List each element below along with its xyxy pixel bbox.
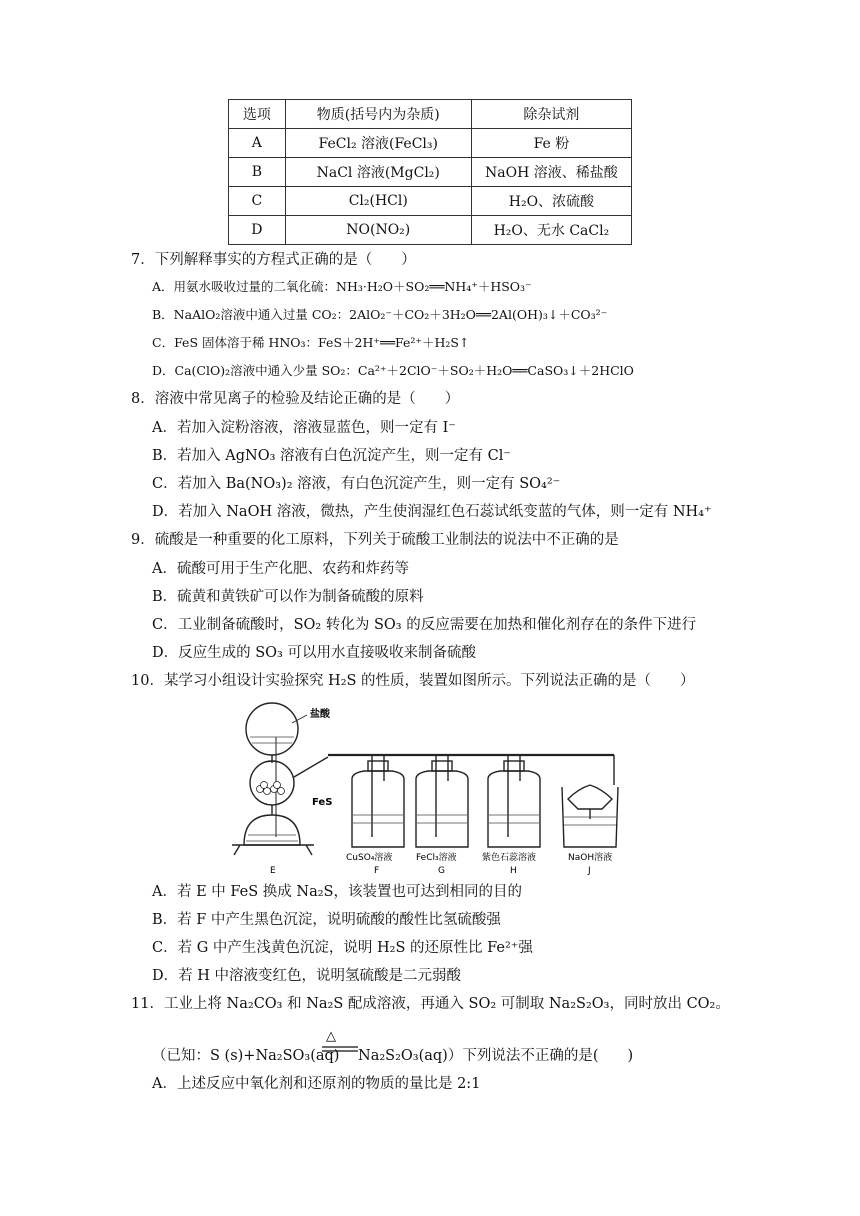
q10-stem: 10．某学习小组设计实验探究 H₂S 的性质，装置如图所示。下列说法正确的是（ ） [131,673,695,689]
table-row [229,216,632,245]
acid-label: 盐酸 [310,709,330,720]
kipp-middle-bulb [250,761,294,805]
q10-option-d: D．若 H 中溶液变红色，说明氢硫酸是二元弱酸 [152,968,461,984]
outlet-tube [294,757,328,777]
letter-j: J [588,866,591,876]
table-row [229,158,632,187]
q9-option-a: A．硫酸可用于生产化肥、农药和炸药等 [152,561,409,577]
table-cell: NO(NO₂) [285,216,471,245]
q8-option-c: C．若加入 Ba(NO₃)₂ 溶液，有白色沉淀产生，则一定有 SO₄²⁻ [152,476,561,492]
q7-option-d: D．Ca(ClO)₂溶液中通入少量 SO₂：Ca²⁺＋2ClO⁻＋SO₂＋H₂O══CaSO₃↓＋2HClO [152,363,634,378]
fes-granules [257,782,285,795]
table-cell: H₂O、浓硫酸 [471,187,631,216]
letter-h: H [510,866,517,876]
q8-option-b: B．若加入 AgNO₃ 溶液有白色沉淀产生，则一定有 Cl⁻ [152,448,512,464]
q9-option-b: B．硫黄和黄铁矿可以作为制备硫酸的原料 [152,589,424,605]
table-row [229,187,632,216]
letter-f: F [374,866,380,876]
table-cell: B [229,158,286,187]
heat-symbol: △ [326,1029,336,1044]
table-header-row [229,100,632,129]
q11-known-right: Na₂S₂O₃(aq)）下列说法不正确的是( ) [358,1048,634,1064]
table-cell: C [229,187,286,216]
table-cell: NaOH 溶液、稀盐酸 [471,158,631,187]
q10-option-b: B．若 F 中产生黑色沉淀，说明硫酸的酸性比氢硫酸强 [152,912,501,928]
q8-stem: 8．溶液中常见离子的检验及结论正确的是（ ） [131,391,460,407]
q9-option-c: C．工业制备硫酸时，SO₂ 转化为 SO₃ 的反应需要在加热和催化剂存在的条件下进行 [152,617,697,633]
q11-option-a: A．上述反应中氧化剂和还原剂的物质的量比是 2:1 [152,1076,481,1092]
bottle-f [352,755,404,847]
fes-label: FeS [312,797,333,808]
header-cell: 除杂试剂 [471,100,631,129]
q11-known-left: （已知：S (s)+Na₂SO₃(aq) [152,1048,340,1064]
q8-option-a: A．若加入淀粉溶液，溶液显蓝色，则一定有 I⁻ [152,420,456,436]
apparatus-figure [232,697,632,877]
table-cell: A [229,129,286,158]
q7-option-a: A．用氨水吸收过量的二氧化硫：NH₃·H₂O＋SO₂══NH₄⁺＋HSO₃⁻ [152,279,532,294]
table-cell: D [229,216,286,245]
q10-option-c: C．若 G 中产生浅黄色沉淀，说明 H₂S 的还原性比 Fe²⁺强 [152,940,533,956]
beaker-j [562,755,618,847]
bottle-h [488,755,540,847]
q7-option-b: B．NaAlO₂溶液中通入过量 CO₂：2AlO₂⁻＋CO₂＋3H₂O══2Al(OH)₃↓＋CO₃²⁻ [152,307,608,322]
bottle-g [416,755,468,847]
solution-label-j: NaOH溶液 [568,853,613,863]
solution-label-g: FeCl₃溶液 [416,853,457,863]
q10-option-a: A．若 E 中 FeS 换成 Na₂S，该装置也可达到相同的目的 [152,884,522,900]
kipp-bottom-bulb [244,815,300,845]
q7-option-c: C．FeS 固体溶于稀 HNO₃：FeS＋2H⁺══Fe²⁺＋H₂S↑ [152,335,470,350]
q11-stem: 11．工业上将 Na₂CO₃ 和 Na₂S 配成溶液，再通入 SO₂ 可制取 Na₂S₂O₃，同时放出 CO₂。 [131,996,730,1012]
impurity-table [228,99,632,245]
solution-label-h: 紫色石蕊溶液 [482,853,537,863]
table-cell: Fe 粉 [471,129,631,158]
table-cell: Cl₂(HCl) [285,187,471,216]
solution-label-f: CuSO₄溶液 [346,853,393,863]
q9-stem: 9．硫酸是一种重要的化工原料，下列关于硫酸工业制法的说法中不正确的是 [131,532,619,548]
q8-option-d: D．若加入 NaOH 溶液，微热，产生使润湿红色石蕊试纸变蓝的气体，则一定有 NH₄⁺ [152,504,712,520]
q7-stem: 7．下列解释事实的方程式正确的是（ ） [131,252,416,268]
table-cell: FeCl₂ 溶液(FeCl₃) [285,129,471,158]
reaction-arrow [302,1026,362,1062]
q9-option-d: D．反应生成的 SO₃ 可以用水直接吸收来制备硫酸 [152,645,476,661]
header-cell: 物质(括号内为杂质) [285,100,471,129]
header-cell: 选项 [229,100,286,129]
table-row [229,129,632,158]
table-cell: NaCl 溶液(MgCl₂) [285,158,471,187]
kipp-top-bulb [246,703,298,755]
letter-e: E [270,866,276,876]
table-cell: H₂O、无水 CaCl₂ [471,216,631,245]
letter-g: G [438,866,445,876]
